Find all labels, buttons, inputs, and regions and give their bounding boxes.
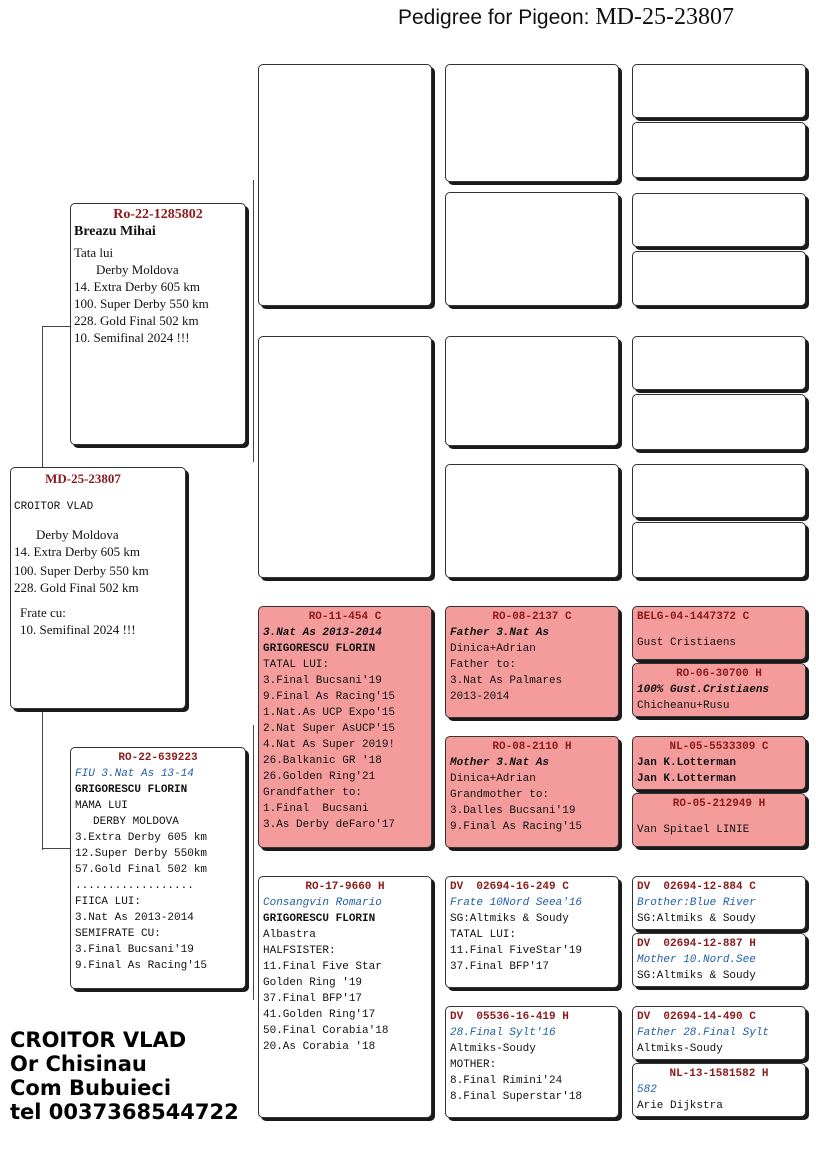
dss-line: 3.Nat As Palmares <box>450 675 563 687</box>
dam-sire-line: 9.Final As Racing'15 <box>263 691 396 703</box>
title-ring: MD-25-23807 <box>595 4 734 30</box>
g2-line: Chicheanu+Rusu <box>637 700 730 712</box>
sire-dam-card-empty[interactable] <box>258 336 432 578</box>
sire-line: 100. Super Derby 550 km <box>74 296 209 311</box>
dds-line: 11.Final FiveStar'19 <box>450 945 583 957</box>
dam-line: SEMIFRATE CU: <box>75 928 161 940</box>
g7-line: Altmiks-Soudy <box>637 1043 723 1055</box>
dam-line: 9.Final As Racing'15 <box>75 960 208 972</box>
dam-sire-line: 1.Nat.As UCP Expo'15 <box>263 707 396 719</box>
subject-line: 10. Semifinal 2024 !!! <box>20 622 136 637</box>
dam-dam-ring: RO-17-9660 H <box>305 881 385 893</box>
ddd-line: MOTHER: <box>450 1059 497 1071</box>
dam-sire-line: 3.As Derby deFaro'17 <box>263 819 396 831</box>
g2-subtitle: 100% Gust.Cristiaens <box>637 684 770 696</box>
ddd-line: Altmiks-Soudy <box>450 1043 536 1055</box>
g4-ring: RO-05-212949 H <box>672 798 766 810</box>
dss-line: Father to: <box>450 659 517 671</box>
dds-line: TATAL LUI: <box>450 929 517 941</box>
contact-name: CROITOR VLAD <box>10 1028 187 1052</box>
g3-line: Jan K.Lotterman <box>637 773 737 785</box>
dsd-subtitle: Mother 3.Nat As <box>450 757 550 769</box>
dam-sire-line: 26.Balkanic GR '18 <box>263 755 382 767</box>
dds-subtitle: Frate 10Nord Seea'16 <box>450 897 583 909</box>
dsd-line: Grandmother to: <box>450 789 550 801</box>
dam-dam-line: 50.Final Corabia'18 <box>263 1025 389 1037</box>
page-title <box>398 4 734 31</box>
dam-card[interactable] <box>70 747 246 989</box>
g1-ring: BELG-04-1447372 C <box>637 611 750 623</box>
sire-sire-card-empty[interactable] <box>258 64 432 306</box>
contact-phone: tel 0037368544722 <box>10 1100 239 1124</box>
g4-line: Van Spitael LINIE <box>637 824 750 836</box>
sire-card[interactable] <box>70 203 246 445</box>
gggp-empty-1[interactable] <box>632 64 806 118</box>
connector-sire-h <box>42 326 70 327</box>
g5-card[interactable] <box>632 876 806 930</box>
subject-owner: CROITOR VLAD <box>14 501 94 513</box>
ggp-empty-1[interactable] <box>445 64 619 182</box>
connector-subject-sire <box>42 326 43 468</box>
subject-line: 100. Super Derby 550 km <box>14 563 149 578</box>
ddd-subtitle: 28.Final Sylt'16 <box>450 1027 556 1039</box>
dam-dam-subtitle: Consangvin Romario <box>263 897 382 909</box>
dam-sire-line: 4.Nat As Super 2019! <box>263 739 396 751</box>
sire-line: 228. Gold Final 502 km <box>74 313 199 328</box>
dam-line: MAMA LUI <box>75 800 128 812</box>
g6-ring: DV 02694-12-887 H <box>637 938 756 950</box>
dam-sire-line: 26.Golden Ring'21 <box>263 771 376 783</box>
dam-line: 3.Nat As 2013-2014 <box>75 912 194 924</box>
dam-sire-line: 2.Nat Super AsUCP'15 <box>263 723 396 735</box>
subject-line: 228. Gold Final 502 km <box>14 580 139 595</box>
ddd-line: 8.Final Superstar'18 <box>450 1091 583 1103</box>
dss-subtitle: Father 3.Nat As <box>450 627 550 639</box>
ggp-empty-2[interactable] <box>445 192 619 306</box>
dam-line: 12.Super Derby 550km <box>75 848 208 860</box>
dss-line: 2013-2014 <box>450 691 510 703</box>
g3-card[interactable] <box>632 736 806 790</box>
dds-ring: DV 02694-16-249 C <box>450 881 569 893</box>
dam-sire-card[interactable] <box>258 606 432 848</box>
subject-ring: MD-25-23807 <box>45 471 121 486</box>
subject-line: 14. Extra Derby 605 km <box>14 544 141 559</box>
g5-subtitle: Brother:Blue River <box>637 897 756 909</box>
ggp-empty-3[interactable] <box>445 336 619 446</box>
dsd-line: 9.Final As Racing'15 <box>450 821 583 833</box>
gggp-empty-5[interactable] <box>632 336 806 390</box>
sire-ring: Ro-22-1285802 <box>113 207 203 222</box>
dss-card[interactable] <box>445 606 619 718</box>
dam-sire-line: GRIGORESCU FLORIN <box>263 643 376 655</box>
dam-line: 3.Final Bucsani'19 <box>75 944 194 956</box>
sire-owner: Breazu Mihai <box>74 224 156 239</box>
dsd-ring: RO-08-2110 H <box>492 741 572 753</box>
dam-dam-line: GRIGORESCU FLORIN <box>263 913 376 925</box>
g6-line: SG:Altmiks & Soudy <box>637 970 756 982</box>
g8-card[interactable] <box>632 1063 806 1117</box>
g4-card[interactable] <box>632 793 806 847</box>
dam-subtitle: FIU 3.Nat As 13-14 <box>75 768 194 780</box>
ddd-line: 8.Final Rimini'24 <box>450 1075 563 1087</box>
dam-dam-line: 20.As Corabia '18 <box>263 1041 376 1053</box>
dds-line: SG:Altmiks & Soudy <box>450 913 569 925</box>
ggp-empty-4[interactable] <box>445 464 619 578</box>
dam-sire-line: TATAL LUI: <box>263 659 330 671</box>
g5-ring: DV 02694-12-884 C <box>637 881 756 893</box>
connector-sire-parents <box>253 180 254 462</box>
dsd-card[interactable] <box>445 736 619 848</box>
subject-line: Frate cu: <box>20 605 66 620</box>
g6-card[interactable] <box>632 933 806 987</box>
contact-city: Or Chisinau <box>10 1052 147 1076</box>
dds-line: 37.Final BFP'17 <box>450 961 550 973</box>
gggp-empty-2[interactable] <box>632 122 806 178</box>
dam-sire-line: 3.Final Bucsani'19 <box>263 675 382 687</box>
g3-ring: NL-05-5533309 C <box>669 741 769 753</box>
dam-line: 57.Gold Final 502 km <box>75 864 208 876</box>
g8-ring: NL-13-1581582 H <box>669 1068 769 1080</box>
connector-subject-dam <box>42 710 43 850</box>
dsd-line: 3.Dalles Bucsani'19 <box>450 805 576 817</box>
g2-ring: RO-06-30700 H <box>676 668 762 680</box>
dam-dam-line: 37.Final BFP'17 <box>263 993 363 1005</box>
ddd-ring: DV 05536-16-419 H <box>450 1011 569 1023</box>
g7-ring: DV 02694-14-490 C <box>637 1011 756 1023</box>
g7-card[interactable] <box>632 1006 806 1060</box>
dam-dam-line: HALFSISTER: <box>263 945 336 957</box>
dam-ring: RO-22-639223 <box>118 752 198 764</box>
gggp-empty-8[interactable] <box>632 522 806 578</box>
g2-card[interactable] <box>632 663 806 717</box>
dam-dam-line: 41.Golden Ring'17 <box>263 1009 376 1021</box>
dss-ring: RO-08-2137 C <box>492 611 572 623</box>
dam-dam-line: Albastra <box>263 929 316 941</box>
dam-dam-line: 11.Final Five Star <box>263 961 382 973</box>
g6-subtitle: Mother 10.Nord.See <box>637 954 756 966</box>
sire-line: 10. Semifinal 2024 !!! <box>74 330 190 345</box>
dam-sire-subtitle: 3.Nat As 2013-2014 <box>263 627 382 639</box>
subject-line: Derby Moldova <box>36 527 119 542</box>
dam-line: FIICA LUI: <box>75 896 142 908</box>
gggp-empty-7[interactable] <box>632 464 806 518</box>
dam-line: DERBY MOLDOVA <box>93 816 179 828</box>
gggp-empty-3[interactable] <box>632 193 806 247</box>
sire-line: Derby Moldova <box>96 262 179 277</box>
ddd-card[interactable] <box>445 1006 619 1118</box>
dss-line: Dinica+Adrian <box>450 643 536 655</box>
dam-sire-ring: RO-11-454 C <box>308 611 382 623</box>
g7-subtitle: Father 28.Final Sylt <box>637 1027 770 1039</box>
g5-line: SG:Altmiks & Soudy <box>637 913 756 925</box>
gggp-empty-6[interactable] <box>632 394 806 450</box>
g8-line: Arie Dijkstra <box>637 1100 723 1112</box>
dam-sire-line: Grandfather to: <box>263 787 363 799</box>
dsd-line: Dinica+Adrian <box>450 773 536 785</box>
connector-dam-h <box>42 848 70 849</box>
subject-card[interactable] <box>10 467 186 709</box>
dam-dam-line: Golden Ring '19 <box>263 977 363 989</box>
g1-line: Gust Cristiaens <box>637 637 737 649</box>
dam-line: GRIGORESCU FLORIN <box>75 784 188 796</box>
dam-dam-card[interactable] <box>258 876 432 1118</box>
dam-line: 3.Extra Derby 605 km <box>75 832 208 844</box>
sire-line: Tata lui <box>74 245 114 260</box>
g8-subtitle: 582 <box>637 1084 657 1096</box>
sire-line: 14. Extra Derby 605 km <box>74 279 201 294</box>
contact-block <box>10 1028 239 1124</box>
gggp-empty-4[interactable] <box>632 251 806 306</box>
connector-dam-parents <box>253 725 254 1000</box>
g3-line: Jan K.Lotterman <box>637 757 737 769</box>
dam-line: .................. <box>75 880 194 892</box>
contact-commune: Com Bubuieci <box>10 1076 172 1100</box>
dds-card[interactable] <box>445 876 619 988</box>
dam-sire-line: 1.Final Bucsani <box>263 803 369 815</box>
title-label: Pedigree for Pigeon: <box>398 6 590 29</box>
g1-card[interactable] <box>632 606 806 660</box>
